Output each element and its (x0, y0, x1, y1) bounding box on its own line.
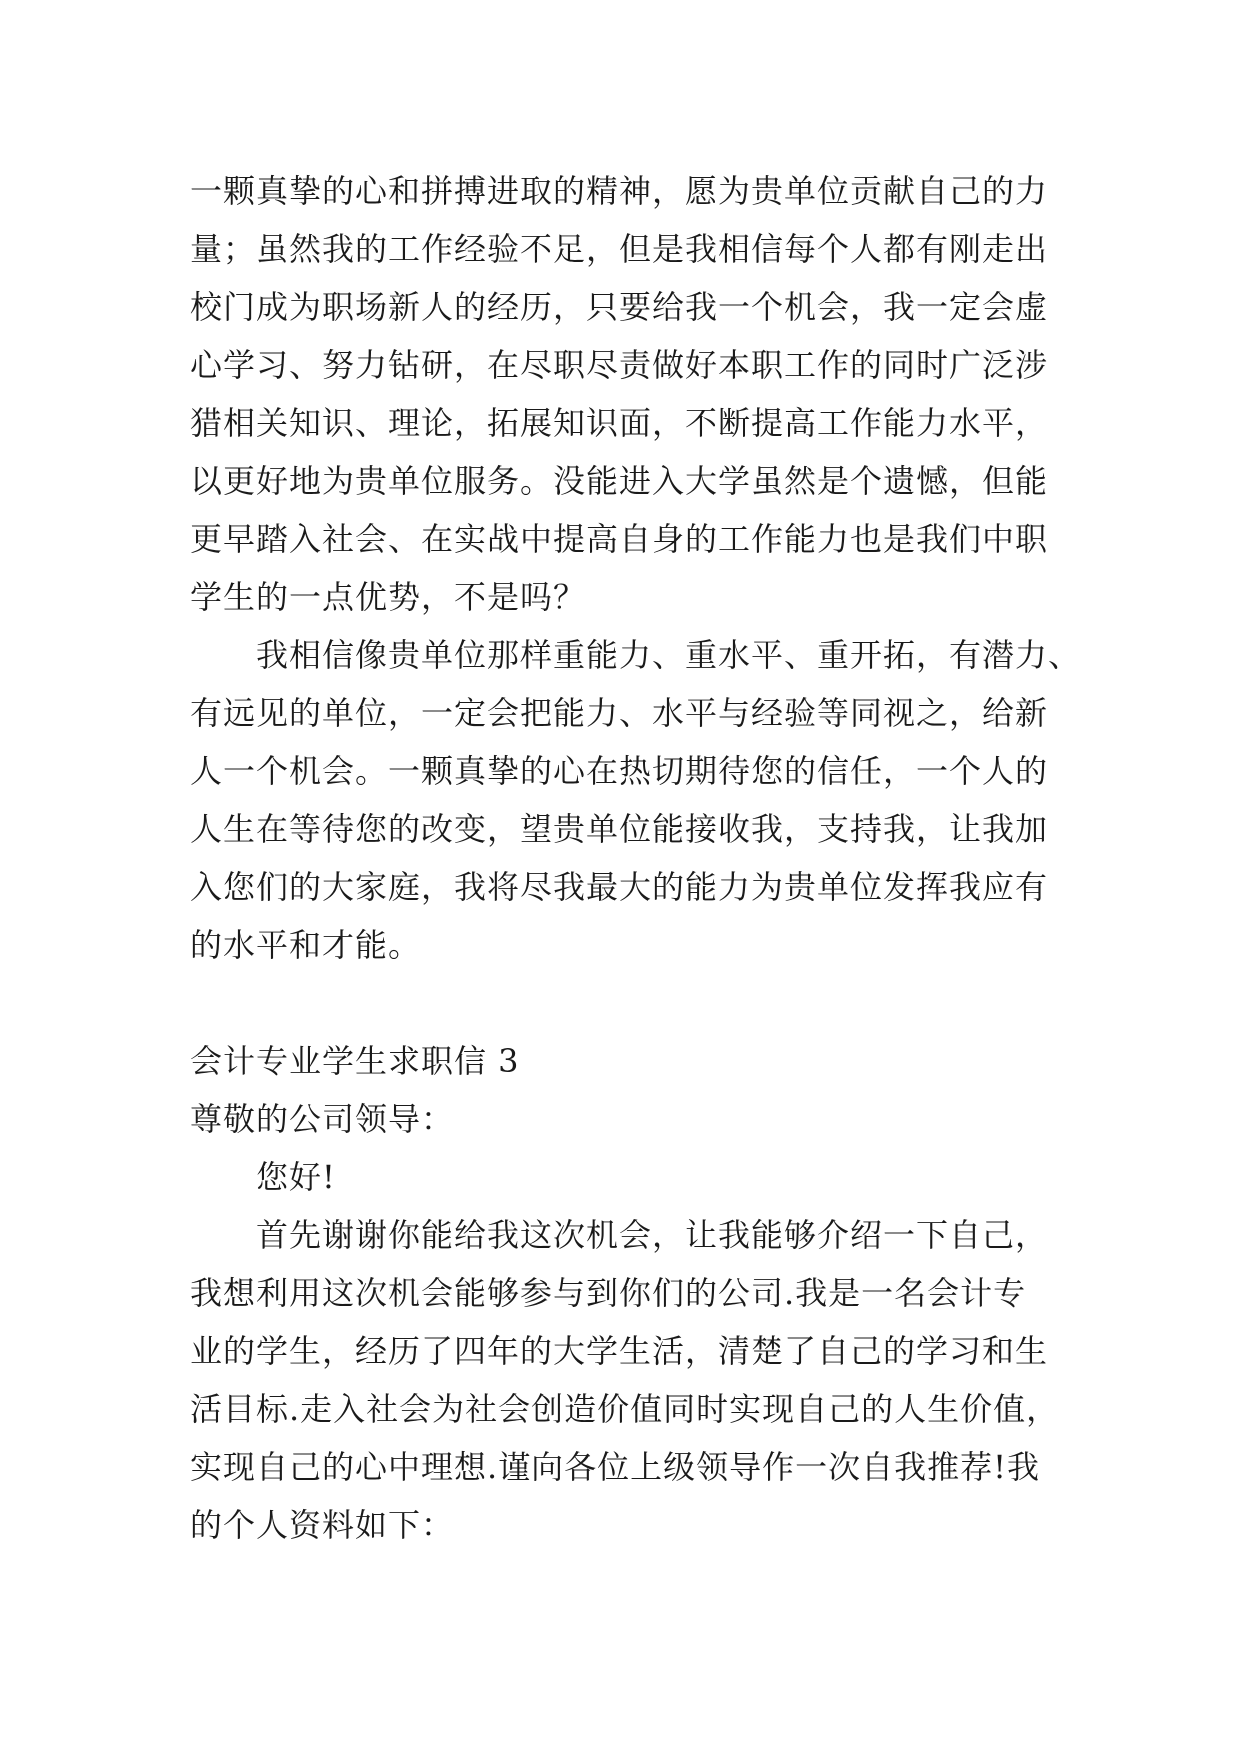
paragraph-introduction (190, 1206, 1060, 1554)
text-line: 以更好地为贵单位服务。没能进入大学虽然是个遗憾，但能 (190, 462, 1049, 500)
text-line: 更早踏入社会、在实战中提高自身的工作能力也是我们中职 (190, 520, 1049, 558)
text-line: 校门成为职场新人的经历，只要给我一个机会，我一定会虚 (190, 288, 1049, 326)
text-line: 人生在等待您的改变，望贵单位能接收我，支持我，让我加 (190, 810, 1049, 848)
text-line: 心学习、努力钻研，在尽职尽责做好本职工作的同时广泛涉 (190, 346, 1049, 384)
text-line: 人一个机会。一颗真挚的心在热切期待您的信任，一个人的 (190, 752, 1049, 790)
document-body (190, 162, 1082, 1554)
text-line: 我相信像贵单位那样重能力、重水平、重开拓，有潜力、 (256, 636, 1082, 674)
text-line: 学生的一点优势，不是吗？ (190, 578, 587, 616)
text-line: 的水平和才能。 (190, 926, 422, 964)
text-line: 活目标.走入社会为社会创造价值同时实现自己的人生价值， (190, 1390, 1060, 1428)
salutation: 尊敬的公司领导： (190, 1100, 455, 1138)
paragraph-continuation (190, 162, 1050, 626)
text-line: 我想利用这次机会能够参与到你们的公司.我是一名会计专 (190, 1274, 1027, 1312)
text-line: 一颗真挚的心和拼搏进取的精神，愿为贵单位贡献自己的力 (190, 172, 1049, 210)
text-line: 首先谢谢你能给我这次机会，让我能够介绍一下自己， (256, 1216, 1049, 1254)
text-line: 有远见的单位，一定会把能力、水平与经验等同视之，给新 (190, 694, 1049, 732)
greeting: 您好! (256, 1158, 336, 1196)
text-line: 实现自己的心中理想.谨向各位上级领导作一次自我推荐!我 (190, 1448, 1041, 1486)
text-line: 的个人资料如下： (190, 1506, 455, 1544)
paragraph-closing (190, 626, 1082, 974)
text-line: 入您们的大家庭，我将尽我最大的能力为贵单位发挥我应有 (190, 868, 1049, 906)
text-line: 业的学生，经历了四年的大学生活，清楚了自己的学习和生 (190, 1332, 1049, 1370)
text-line: 猎相关知识、理论，拓展知识面，不断提高工作能力水平， (190, 404, 1049, 442)
text-line: 量；虽然我的工作经验不足，但是我相信每个人都有刚走出 (190, 230, 1049, 268)
section-title: 会计专业学生求职信 3 (190, 1042, 520, 1080)
blank-line (190, 974, 1050, 1032)
